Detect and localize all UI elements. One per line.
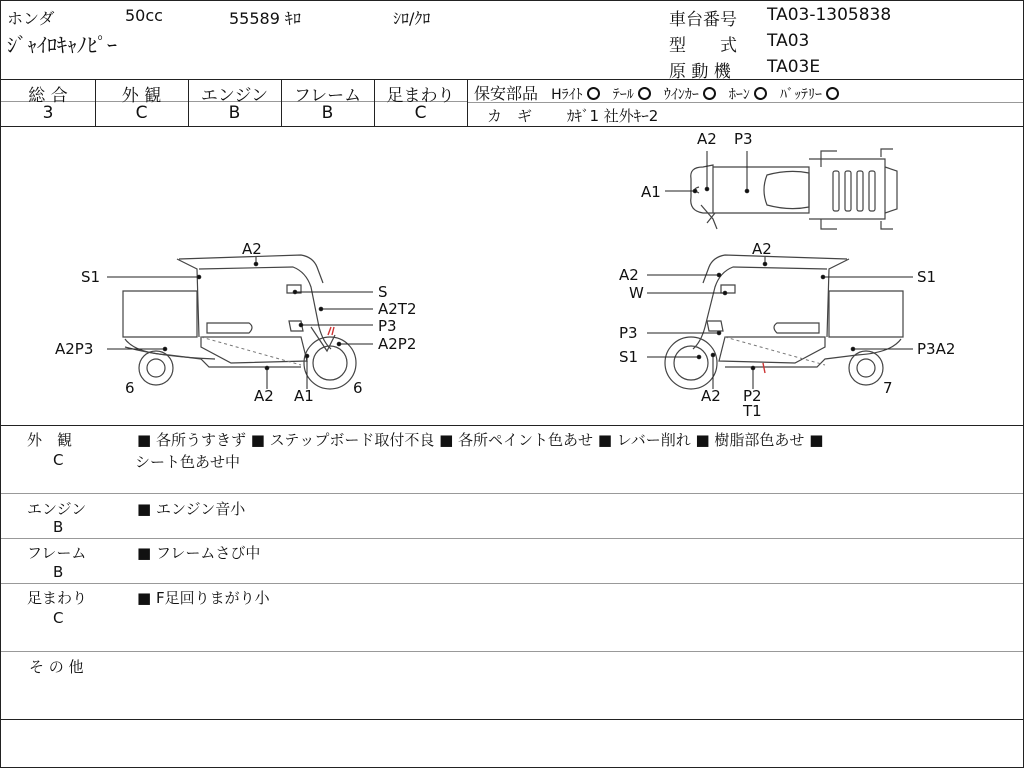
scooter-diagram-svg — [1, 127, 1023, 425]
divider — [467, 79, 468, 126]
safety-item-winker: ｳｲﾝｶｰ — [663, 87, 699, 103]
safety-title: 保安部品 — [474, 84, 539, 103]
grade-suspension: C — [414, 103, 427, 123]
maker: ホンダ — [7, 9, 55, 28]
safety-item-horn: ﾎｰﾝ — [728, 87, 750, 103]
ok-circle-icon — [638, 87, 651, 100]
damage-label: S1 — [917, 268, 937, 286]
safety-parts — [474, 81, 847, 104]
remark-grade-suspension: C — [53, 609, 64, 627]
divider — [1, 719, 1023, 720]
remark-label-other: そ の 他 — [29, 658, 84, 676]
ok-circle-icon — [826, 87, 839, 100]
key-label: カ ギ — [487, 107, 533, 125]
damage-label: A2 — [242, 240, 262, 258]
grade-header-overall: 総 合 — [28, 86, 68, 106]
remark-text-exterior: ■ 各所うすきず ■ ステップボード取付不良 ■ 各所ペイント色あせ ■ レバー削れ ■ 樹脂部色あせ ■ — [137, 431, 824, 449]
divider — [1, 493, 1023, 494]
damage-label: S — [378, 283, 388, 301]
damage-label: A2 — [701, 387, 721, 405]
engine-type-value: TA03E — [767, 57, 821, 77]
grade-engine: B — [228, 103, 241, 123]
grade-header-suspension: 足まわり — [386, 86, 455, 106]
divider — [1, 538, 1023, 539]
damage-label: P3 — [378, 317, 397, 335]
damage-label: A2P2 — [378, 335, 417, 353]
grade-frame: B — [321, 103, 334, 123]
damage-label: P2 — [743, 387, 762, 405]
mileage: 55589 ｷﾛ — [229, 9, 301, 28]
engine-type-label: 原 動 機 — [669, 62, 731, 82]
remark-grade-exterior: C — [53, 451, 64, 469]
grade-overall: 3 — [42, 103, 54, 123]
damage-label: A2P3 — [55, 340, 94, 358]
damage-label: A2 — [752, 240, 772, 258]
remark-text-suspension: ■ F足回りまがり小 — [137, 589, 270, 607]
damage-label: A2 — [254, 387, 274, 405]
ok-circle-icon — [703, 87, 716, 100]
damage-label: T1 — [743, 402, 762, 420]
key-value: ｶｷﾞ1 社外ｷｰ2 — [567, 107, 659, 125]
remark-text-engine: ■ エンジン音小 — [137, 500, 246, 518]
divider — [1, 425, 1023, 426]
grade-exterior: C — [135, 103, 148, 123]
model-name: ｼﾞｬｲﾛｷｬﾉﾋﾟｰ — [7, 33, 117, 57]
divider — [1, 651, 1023, 652]
remark-label-frame: フレーム — [27, 544, 87, 562]
safety-item-tail: ﾃｰﾙ — [612, 87, 634, 103]
remark-label-suspension: 足まわり — [27, 589, 88, 607]
frame-number-label: 車台番号 — [669, 10, 737, 30]
ok-circle-icon — [754, 87, 767, 100]
remark-text-exterior-cont: シート色あせ中 — [135, 453, 241, 471]
remark-label-exterior: 外 観 — [27, 431, 73, 449]
damage-label: 6 — [353, 379, 363, 397]
displacement: 50cc — [125, 6, 163, 25]
damage-label: A2T2 — [378, 300, 417, 318]
damage-label: S1 — [81, 268, 101, 286]
damage-label: A2 — [697, 130, 717, 148]
safety-item-battery: ﾊﾞｯﾃﾘｰ — [780, 87, 823, 103]
damage-label: S1 — [619, 348, 639, 366]
grade-header-engine: エンジン — [200, 86, 269, 106]
divider — [1, 79, 1023, 80]
type-label: 型 式 — [669, 36, 737, 56]
frame-number-value: TA03-1305838 — [767, 5, 892, 25]
grade-header-frame: フレーム — [293, 86, 362, 106]
damage-label: P3 — [734, 130, 753, 148]
remark-grade-frame: B — [53, 563, 64, 581]
damage-diagram — [1, 127, 1023, 425]
damage-label: P3A2 — [917, 340, 956, 358]
damage-label: 6 — [125, 379, 135, 397]
color: ｼﾛ/ｸﾛ — [393, 9, 431, 28]
type-value: TA03 — [767, 31, 810, 51]
safety-item-headlight: Hﾗｲﾄ — [551, 87, 583, 103]
remark-text-frame: ■ フレームさび中 — [137, 544, 261, 562]
remark-label-engine: エンジン — [27, 500, 87, 518]
damage-label: P3 — [619, 324, 638, 342]
grade-header-exterior: 外 観 — [121, 86, 162, 106]
damage-label: 7 — [883, 379, 893, 397]
ok-circle-icon — [587, 87, 600, 100]
damage-label: A2 — [619, 266, 639, 284]
damage-label: W — [629, 284, 644, 302]
damage-label: A1 — [294, 387, 314, 405]
damage-label: A1 — [641, 183, 661, 201]
divider — [1, 583, 1023, 584]
remark-grade-engine: B — [53, 518, 64, 536]
